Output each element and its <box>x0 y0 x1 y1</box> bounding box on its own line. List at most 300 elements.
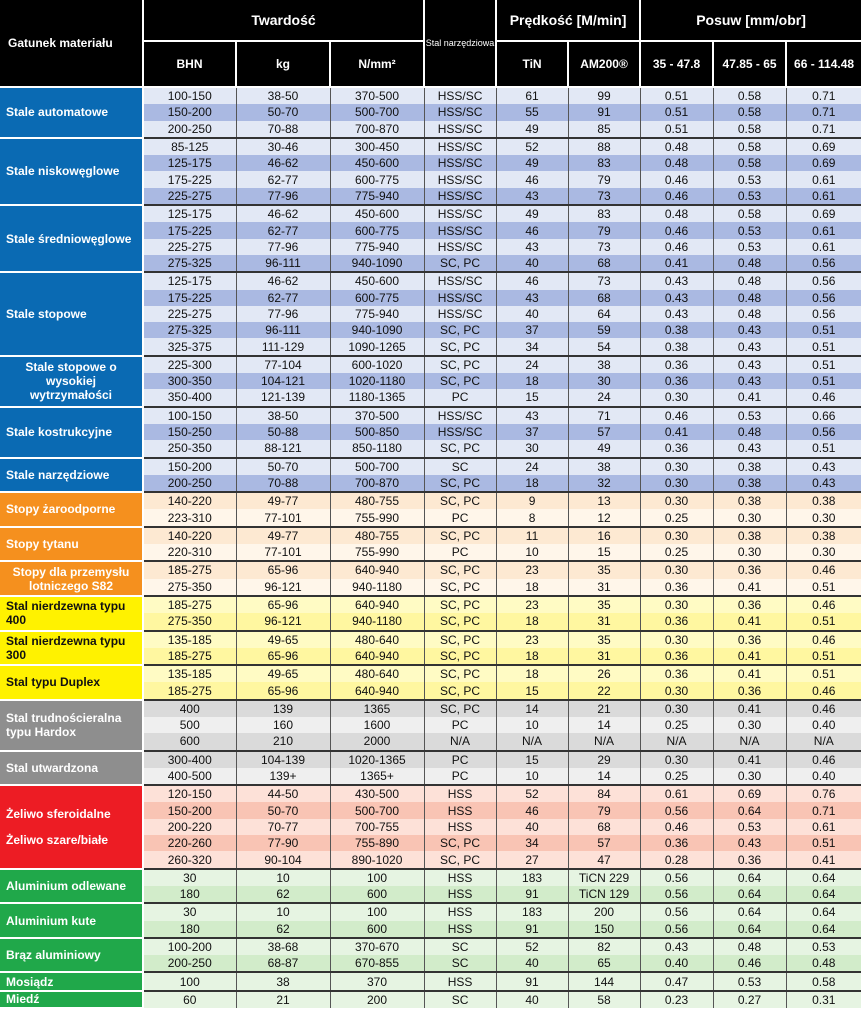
table-cell: 640-940 <box>330 682 424 699</box>
table-cell: HSS <box>424 903 496 920</box>
table-cell: 38 <box>236 972 330 990</box>
table-cell: 0.53 <box>713 171 786 187</box>
table-cell: 62-77 <box>236 290 330 306</box>
table-cell: 220-260 <box>143 835 236 851</box>
table-cell: 0.71 <box>786 121 861 138</box>
table-cell: 0.46 <box>640 222 713 238</box>
table-cell: 0.53 <box>713 407 786 424</box>
table-cell: N/A <box>568 733 640 750</box>
table-row <box>0 205 861 222</box>
table-cell: 14 <box>568 717 640 733</box>
table-cell: 12 <box>568 509 640 526</box>
table-cell: 0.46 <box>640 407 713 424</box>
table-cell: 100-200 <box>143 938 236 955</box>
table-row <box>0 665 861 682</box>
table-cell: 670-855 <box>330 955 424 972</box>
table-cell: 0.43 <box>786 475 861 492</box>
table-cell: 0.23 <box>640 991 713 1008</box>
table-cell: 1365 <box>330 700 424 717</box>
table-cell: 47 <box>568 851 640 868</box>
table-cell: 0.38 <box>713 527 786 544</box>
material-category <box>0 527 143 562</box>
table-cell: 0.46 <box>640 171 713 187</box>
table-cell: 0.53 <box>713 239 786 255</box>
table-cell: 0.38 <box>786 527 861 544</box>
table-cell: 70-77 <box>236 819 330 835</box>
table-cell: SC, PC <box>424 492 496 509</box>
table-cell: HSS <box>424 819 496 835</box>
table-cell: 96-121 <box>236 579 330 596</box>
table-cell: 65-96 <box>236 596 330 613</box>
table-cell: 0.38 <box>640 338 713 355</box>
material-category <box>0 407 143 458</box>
table-cell: 10 <box>236 869 330 886</box>
table-cell: 370-500 <box>330 87 424 104</box>
material-category <box>0 138 143 205</box>
table-cell: 0.30 <box>640 751 713 768</box>
table-cell: 0.51 <box>786 579 861 596</box>
table-cell: 22 <box>568 682 640 699</box>
table-cell: 50-70 <box>236 802 330 818</box>
table-cell: 775-940 <box>330 306 424 322</box>
table-cell: 0.51 <box>786 373 861 389</box>
table-row <box>0 631 861 648</box>
table-cell: 64 <box>568 306 640 322</box>
table-cell: 10 <box>496 768 568 785</box>
table-cell: HSS/SC <box>424 155 496 171</box>
table-cell: 185-275 <box>143 596 236 613</box>
table-cell: 0.36 <box>713 682 786 699</box>
table-cell: 30 <box>568 373 640 389</box>
table-cell: 77-101 <box>236 509 330 526</box>
table-cell: 99 <box>568 87 640 104</box>
table-cell: 18 <box>496 665 568 682</box>
material-category-label: Brąz aluminiowy <box>6 948 101 963</box>
table-cell: 0.53 <box>786 938 861 955</box>
table-cell: 49 <box>496 121 568 138</box>
table-cell: 70-88 <box>236 121 330 138</box>
table-cell: 175-225 <box>143 222 236 238</box>
table-cell: 100-150 <box>143 407 236 424</box>
table-cell: SC <box>424 938 496 955</box>
table-cell: N/A <box>424 733 496 750</box>
table-cell: 0.56 <box>786 306 861 322</box>
material-category-label: Stale narzędziowe <box>6 467 110 482</box>
table-row <box>0 903 861 920</box>
table-cell: 0.64 <box>786 886 861 903</box>
table-cell: 85-125 <box>143 138 236 155</box>
table-cell: 0.61 <box>786 171 861 187</box>
table-cell: 135-185 <box>143 665 236 682</box>
table-cell: 10 <box>236 903 330 920</box>
table-cell: 38 <box>568 356 640 373</box>
table-cell: 0.64 <box>713 903 786 920</box>
material-category <box>0 458 143 493</box>
table-cell: 0.64 <box>786 921 861 938</box>
table-cell: 0.51 <box>640 104 713 120</box>
table-cell: 940-1090 <box>330 322 424 338</box>
table-cell: 940-1180 <box>330 613 424 630</box>
table-cell: 225-300 <box>143 356 236 373</box>
table-cell: 82 <box>568 938 640 955</box>
table-cell: 139+ <box>236 768 330 785</box>
table-cell: 38-50 <box>236 87 330 104</box>
table-cell: 0.36 <box>713 596 786 613</box>
table-cell: 0.43 <box>640 290 713 306</box>
table-row <box>0 272 861 289</box>
table-cell: PC <box>424 389 496 406</box>
table-cell: 23 <box>496 561 568 578</box>
table-cell: HSS/SC <box>424 239 496 255</box>
table-cell: 91 <box>496 921 568 938</box>
table-cell: 62 <box>236 921 330 938</box>
table-cell: 0.36 <box>640 356 713 373</box>
table-cell: 250-350 <box>143 440 236 457</box>
table-cell: 96-111 <box>236 255 330 272</box>
table-cell: 0.36 <box>640 648 713 665</box>
table-cell: 200 <box>330 991 424 1008</box>
material-category-label: Stopy tytanu <box>6 537 79 552</box>
table-cell: 0.58 <box>786 972 861 990</box>
feed-header: Posuw [mm/obr] <box>640 0 861 41</box>
material-category-label: Stal utwardzona <box>6 760 99 775</box>
material-category <box>0 356 143 407</box>
table-cell: 200-220 <box>143 819 236 835</box>
table-cell: 450-600 <box>330 272 424 289</box>
table-cell: 1090-1265 <box>330 338 424 355</box>
table-cell: 85 <box>568 121 640 138</box>
table-cell: 15 <box>568 544 640 561</box>
table-cell: 140-220 <box>143 527 236 544</box>
table-cell: SC, PC <box>424 682 496 699</box>
material-category-label: Aluminium odlewane <box>6 878 127 893</box>
table-cell: 65 <box>568 955 640 972</box>
table-cell: N/A <box>786 733 861 750</box>
table-cell: 0.51 <box>786 648 861 665</box>
material-category <box>0 272 143 355</box>
table-row <box>0 492 861 509</box>
table-cell: 150-200 <box>143 104 236 120</box>
hardness-header: Twardość <box>143 0 424 41</box>
table-cell: 0.64 <box>786 903 861 920</box>
material-category <box>0 751 143 786</box>
table-cell: 0.36 <box>640 835 713 851</box>
table-cell: 480-640 <box>330 631 424 648</box>
material-category-label: Stal trudnościeralna typu Hardox <box>6 711 122 740</box>
table-cell: 0.51 <box>640 87 713 104</box>
table-cell: HSS/SC <box>424 87 496 104</box>
table-cell: HSS <box>424 972 496 990</box>
table-cell: HSS <box>424 886 496 903</box>
table-cell: 0.30 <box>713 509 786 526</box>
table-cell: 26 <box>568 665 640 682</box>
table-cell: PC <box>424 751 496 768</box>
category-header: Gatunek materiału <box>0 0 143 87</box>
table-cell: 0.28 <box>640 851 713 868</box>
table-cell: SC, PC <box>424 527 496 544</box>
table-cell: 46-62 <box>236 272 330 289</box>
table-cell: 223-310 <box>143 509 236 526</box>
table-cell: 300-350 <box>143 373 236 389</box>
table-cell: 0.46 <box>640 188 713 205</box>
table-cell: 940-1090 <box>330 255 424 272</box>
table-cell: SC, PC <box>424 851 496 868</box>
bhn-header: BHN <box>143 41 236 87</box>
table-cell: 450-600 <box>330 205 424 222</box>
table-cell: 0.53 <box>713 222 786 238</box>
table-cell: 0.30 <box>640 492 713 509</box>
material-category-label: Stopy żaroodporne <box>6 502 116 517</box>
table-cell: 0.46 <box>786 389 861 406</box>
table-cell: 640-940 <box>330 561 424 578</box>
table-cell: 0.30 <box>713 717 786 733</box>
table-cell: SC <box>424 955 496 972</box>
table-cell: 46-62 <box>236 155 330 171</box>
table-cell: 0.48 <box>786 955 861 972</box>
material-category <box>0 938 143 973</box>
table-cell: 77-90 <box>236 835 330 851</box>
table-cell: 0.47 <box>640 972 713 990</box>
table-cell: 100 <box>143 972 236 990</box>
table-cell: 0.41 <box>786 851 861 868</box>
table-cell: 38-68 <box>236 938 330 955</box>
table-cell: 0.30 <box>640 458 713 475</box>
table-cell: 0.40 <box>786 768 861 785</box>
table-cell: 0.25 <box>640 544 713 561</box>
table-cell: 200-250 <box>143 475 236 492</box>
table-row <box>0 527 861 544</box>
table-cell: 0.58 <box>713 87 786 104</box>
table-cell: SC, PC <box>424 322 496 338</box>
table-cell: 0.46 <box>786 751 861 768</box>
material-category-label: Mosiądz <box>6 974 54 989</box>
table-cell: 450-600 <box>330 155 424 171</box>
table-cell: 755-890 <box>330 835 424 851</box>
feed-range-1-header: 35 - 47.8 <box>640 41 713 87</box>
material-category-label-secondary: Żeliwo szare/białe <box>6 832 109 847</box>
table-cell: 46-62 <box>236 205 330 222</box>
table-cell: 59 <box>568 322 640 338</box>
table-cell: 0.30 <box>640 561 713 578</box>
table-cell: 0.69 <box>786 155 861 171</box>
table-cell: 480-640 <box>330 665 424 682</box>
table-cell: 0.36 <box>640 373 713 389</box>
table-cell: 139 <box>236 700 330 717</box>
table-cell: SC, PC <box>424 373 496 389</box>
table-cell: 1600 <box>330 717 424 733</box>
table-cell: 150 <box>568 921 640 938</box>
material-category <box>0 869 143 904</box>
table-cell: 0.41 <box>640 255 713 272</box>
table-cell: 0.58 <box>713 104 786 120</box>
material-category <box>0 205 143 272</box>
table-cell: 0.30 <box>640 596 713 613</box>
table-cell: 0.48 <box>713 938 786 955</box>
table-cell: 49-65 <box>236 665 330 682</box>
table-cell: 15 <box>496 389 568 406</box>
table-cell: 77-101 <box>236 544 330 561</box>
am200-header: AM200® <box>568 41 640 87</box>
table-cell: 49 <box>496 205 568 222</box>
table-cell: 0.56 <box>786 272 861 289</box>
kg-header: kg <box>236 41 330 87</box>
table-cell: 0.38 <box>713 475 786 492</box>
table-cell: TiCN 229 <box>568 869 640 886</box>
table-cell: 100 <box>330 903 424 920</box>
table-cell: 210 <box>236 733 330 750</box>
tin-header: TiN <box>496 41 568 87</box>
table-cell: 185-275 <box>143 648 236 665</box>
table-cell: 0.53 <box>713 819 786 835</box>
table-cell: 100-150 <box>143 87 236 104</box>
material-category-label: Stale stopowe o wysokiej wytrzymałości <box>25 360 117 403</box>
table-cell: 2000 <box>330 733 424 750</box>
table-cell: 700-870 <box>330 121 424 138</box>
table-cell: 275-350 <box>143 579 236 596</box>
table-cell: 0.51 <box>786 440 861 457</box>
table-cell: 40 <box>496 955 568 972</box>
table-cell: 600-775 <box>330 171 424 187</box>
table-cell: 0.31 <box>786 991 861 1008</box>
table-cell: 0.36 <box>713 561 786 578</box>
table-cell: 0.48 <box>640 138 713 155</box>
table-cell: SC, PC <box>424 561 496 578</box>
table-cell: 183 <box>496 903 568 920</box>
table-cell: 49 <box>568 440 640 457</box>
table-cell: SC <box>424 458 496 475</box>
table-cell: SC, PC <box>424 255 496 272</box>
table-cell: 83 <box>568 205 640 222</box>
table-cell: 62-77 <box>236 171 330 187</box>
material-category <box>0 596 143 631</box>
table-cell: 700-870 <box>330 475 424 492</box>
table-cell: 38 <box>568 458 640 475</box>
material-category <box>0 492 143 527</box>
table-cell: HSS <box>424 921 496 938</box>
table-cell: 90-104 <box>236 851 330 868</box>
table-cell: 104-139 <box>236 751 330 768</box>
table-cell: 0.58 <box>713 205 786 222</box>
table-cell: 31 <box>568 579 640 596</box>
table-row <box>0 87 861 104</box>
table-cell: 0.48 <box>713 424 786 440</box>
table-cell: 0.61 <box>786 222 861 238</box>
table-cell: 43 <box>496 407 568 424</box>
table-cell: 0.25 <box>640 768 713 785</box>
table-cell: 0.41 <box>713 665 786 682</box>
table-cell: 68 <box>568 819 640 835</box>
table-cell: 35 <box>568 631 640 648</box>
table-cell: 30 <box>143 903 236 920</box>
table-cell: 0.61 <box>786 188 861 205</box>
table-cell: 300-400 <box>143 751 236 768</box>
table-cell: 18 <box>496 613 568 630</box>
feed-range-2-header: 47.85 - 65 <box>713 41 786 87</box>
material-category-label: Miedź <box>6 992 40 1007</box>
table-row <box>0 407 861 424</box>
table-cell: 34 <box>496 338 568 355</box>
table-cell: 0.30 <box>786 509 861 526</box>
table-cell: 0.30 <box>640 475 713 492</box>
table-cell: 0.41 <box>640 424 713 440</box>
table-cell: 0.41 <box>713 579 786 596</box>
table-cell: 480-755 <box>330 527 424 544</box>
table-cell: 0.53 <box>713 972 786 990</box>
table-cell: 77-96 <box>236 188 330 205</box>
table-cell: 0.46 <box>786 700 861 717</box>
table-cell: 62 <box>236 886 330 903</box>
table-cell: 40 <box>496 991 568 1008</box>
table-cell: 27 <box>496 851 568 868</box>
table-cell: 0.46 <box>640 819 713 835</box>
table-cell: 68-87 <box>236 955 330 972</box>
table-cell: 0.48 <box>713 306 786 322</box>
table-cell: 0.36 <box>713 631 786 648</box>
table-cell: 0.48 <box>713 290 786 306</box>
table-cell: 0.25 <box>640 509 713 526</box>
table-cell: 0.43 <box>713 322 786 338</box>
table-cell: 400-500 <box>143 768 236 785</box>
table-cell: PC <box>424 544 496 561</box>
table-cell: HSS/SC <box>424 188 496 205</box>
material-category <box>0 991 143 1008</box>
table-cell: 65-96 <box>236 561 330 578</box>
table-cell: 30-46 <box>236 138 330 155</box>
table-cell: 96-121 <box>236 613 330 630</box>
table-cell: 46 <box>496 272 568 289</box>
table-cell: SC, PC <box>424 579 496 596</box>
table-cell: 0.48 <box>713 255 786 272</box>
table-cell: 600-775 <box>330 290 424 306</box>
table-cell: 73 <box>568 239 640 255</box>
table-cell: 21 <box>236 991 330 1008</box>
table-cell: 24 <box>568 389 640 406</box>
material-category-label: Stal nierdzewna typu 400 <box>6 599 126 628</box>
table-cell: 31 <box>568 648 640 665</box>
table-cell: 18 <box>496 373 568 389</box>
table-cell: 0.41 <box>713 648 786 665</box>
table-cell: 225-275 <box>143 239 236 255</box>
table-cell: HSS/SC <box>424 407 496 424</box>
table-cell: 600-775 <box>330 222 424 238</box>
feed-range-3-header: 66 - 114.48 <box>786 41 861 87</box>
table-cell: 135-185 <box>143 631 236 648</box>
table-cell: 120-150 <box>143 785 236 802</box>
table-cell: 65-96 <box>236 682 330 699</box>
table-cell: 275-325 <box>143 322 236 338</box>
table-cell: 49-77 <box>236 527 330 544</box>
table-cell: 400 <box>143 700 236 717</box>
table-cell: 0.64 <box>713 921 786 938</box>
table-cell: 1020-1365 <box>330 751 424 768</box>
table-cell: 8 <box>496 509 568 526</box>
table-cell: 24 <box>496 458 568 475</box>
table-cell: 49-77 <box>236 492 330 509</box>
material-category-label: Aluminium kute <box>6 913 97 928</box>
table-cell: 0.61 <box>640 785 713 802</box>
table-cell: 58 <box>568 991 640 1008</box>
table-cell: 73 <box>568 272 640 289</box>
table-cell: 0.69 <box>786 138 861 155</box>
table-cell: 600 <box>143 733 236 750</box>
table-cell: 0.64 <box>786 869 861 886</box>
table-cell: N/A <box>713 733 786 750</box>
table-cell: 0.43 <box>713 835 786 851</box>
table-cell: 0.64 <box>713 802 786 818</box>
table-cell: 0.56 <box>640 903 713 920</box>
table-cell: 11 <box>496 527 568 544</box>
table-cell: 300-450 <box>330 138 424 155</box>
